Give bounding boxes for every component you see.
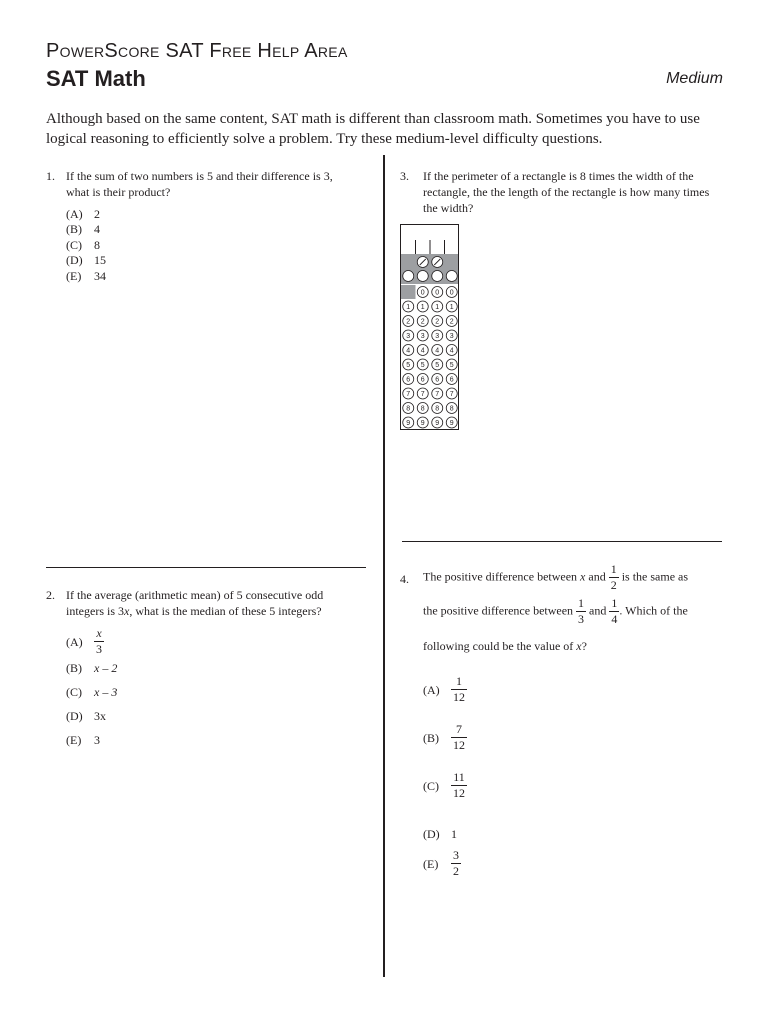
digit-label: 8 xyxy=(449,405,454,413)
digit-label: 3 xyxy=(435,333,440,341)
digit-label: 5 xyxy=(449,362,454,370)
question-number: 3. xyxy=(400,169,409,183)
stem-line: what is their product? xyxy=(66,185,171,199)
question-4 xyxy=(400,563,740,893)
question-2 xyxy=(46,587,376,757)
digit-label: 8 xyxy=(406,405,411,413)
digit-label: 4 xyxy=(435,347,440,355)
choice-d[interactable]: (D) 15 xyxy=(66,253,106,267)
stem-line: If the perimeter of a rectangle is 8 times the width of the xyxy=(423,169,694,183)
digit-label: 5 xyxy=(406,362,411,370)
digit-label: 6 xyxy=(449,376,454,384)
digit-label: 0 xyxy=(435,289,440,297)
decimal-bubble[interactable] xyxy=(417,271,428,282)
choice-c[interactable]: (C) x – 3 xyxy=(66,685,118,699)
digit-label: 9 xyxy=(420,420,425,428)
fraction: $\frac{1}{3}$ xyxy=(578,596,585,626)
stem-line: If the sum of two numbers is 5 and their difference is 3, xyxy=(66,169,333,183)
digit-label: 9 xyxy=(406,420,411,428)
question-number: 1. xyxy=(46,169,55,183)
digit-label: 6 xyxy=(420,376,425,384)
decimal-bubble[interactable] xyxy=(446,271,457,282)
stem-line: following could be the value of x? xyxy=(423,639,587,653)
stem-line: If the average (arithmetic mean) of 5 consecutive odd xyxy=(66,588,324,602)
page-title: SAT Math xyxy=(46,66,146,91)
question-stem xyxy=(66,587,323,619)
choice-e[interactable]: (E) 3 xyxy=(66,733,100,747)
decimal-bubble[interactable] xyxy=(403,271,414,282)
stem-line: integers is 3x, what is the median of these 5 integers? xyxy=(66,604,322,618)
fraction: $\frac{11}{12}$ xyxy=(453,770,465,800)
fraction: $\frac{1}{4}$ xyxy=(611,596,618,626)
choice-c[interactable]: (C) 8 xyxy=(66,238,100,252)
digit-label: 3 xyxy=(449,333,454,341)
question-3 xyxy=(400,168,730,218)
choice-a[interactable]: (A) $\frac{1}{12}$ xyxy=(423,674,465,704)
stem-line: the positive difference between $\frac{1}{3}$ and $\frac{1}{4}$ . Which of the xyxy=(423,596,688,626)
question-number: 2. xyxy=(46,588,55,602)
stem-line: The positive difference between x and $\frac{1}{2}$ is the same as xyxy=(423,562,689,592)
digit-label: 1 xyxy=(449,304,454,312)
fraction: $\frac{1}{12}$ xyxy=(453,674,465,704)
choice-b[interactable]: (B) $\frac{7}{12}$ xyxy=(423,722,465,752)
digit-label: 4 xyxy=(449,347,454,355)
digit-label: 7 xyxy=(449,391,454,399)
digit-label: 5 xyxy=(435,362,440,370)
choice-e[interactable]: (E) 34 xyxy=(66,269,106,283)
digit-label: 5 xyxy=(420,362,425,370)
zero-row-shade xyxy=(401,285,416,299)
digit-label: 6 xyxy=(406,376,411,384)
decimal-bubble[interactable] xyxy=(432,271,443,282)
digit-label: 4 xyxy=(420,347,425,355)
digit-label: 2 xyxy=(420,318,425,326)
column-divider xyxy=(383,155,385,977)
choice-b[interactable]: (B) x – 2 xyxy=(66,661,118,675)
digit-label: 2 xyxy=(449,318,454,326)
digit-label: 8 xyxy=(420,405,425,413)
choice-b[interactable]: (B) 4 xyxy=(66,222,100,236)
question-stem xyxy=(66,168,333,200)
digit-label: 7 xyxy=(420,391,425,399)
fraction: $\frac{3}{2}$ xyxy=(453,848,459,878)
difficulty-level: Medium xyxy=(666,70,723,87)
intro-paragraph: Although based on the same content, SAT math is different than classroom math. Sometimes you have to use logical reasoning to efficiently solve a problem. Try these medium-level difficulty questions. xyxy=(46,111,700,147)
digit-label: 0 xyxy=(449,289,454,297)
digit-label: 4 xyxy=(406,347,411,355)
digit-label: 7 xyxy=(406,391,411,399)
brand-header: PowerScore SAT Free Help Area xyxy=(46,40,348,62)
fraction: $\frac{1}{2}$ xyxy=(610,562,617,592)
digit-label: 1 xyxy=(406,304,411,312)
digit-label: 3 xyxy=(406,333,411,341)
digit-label: 1 xyxy=(435,304,440,312)
stem-line: the width? xyxy=(423,201,474,215)
digit-label: 9 xyxy=(449,420,454,428)
choice-a[interactable]: (A) 2 xyxy=(66,207,100,221)
digit-label: 9 xyxy=(435,420,440,428)
stem-line: rectangle, the the length of the rectangle is how many times xyxy=(423,185,710,199)
choice-d[interactable]: (D) 3x xyxy=(66,709,106,723)
digit-label: 6 xyxy=(435,376,440,384)
digit-label: 3 xyxy=(420,333,425,341)
answer-grid[interactable] xyxy=(400,224,460,432)
divider-left xyxy=(46,567,366,568)
digit-label: 1 xyxy=(420,304,425,312)
digit-label: 2 xyxy=(406,318,411,326)
question-number: 4. xyxy=(400,572,409,586)
question-1 xyxy=(46,168,376,288)
choice-d[interactable]: (D) 1 xyxy=(423,827,457,841)
divider-right xyxy=(402,541,722,542)
digit-label: 0 xyxy=(420,289,425,297)
choice-c[interactable]: (C) $\frac{11}{12}$ xyxy=(423,770,465,800)
choice-a[interactable]: (A) $\frac{x}{3}$ xyxy=(66,626,102,656)
question-stem xyxy=(423,168,709,216)
fraction: $\frac{x}{3}$ xyxy=(96,626,102,656)
digit-label: 8 xyxy=(435,405,440,413)
digit-label: 2 xyxy=(435,318,440,326)
fraction: $\frac{7}{12}$ xyxy=(453,722,465,752)
choice-e[interactable]: (E) $\frac{3}{2}$ xyxy=(423,848,459,878)
digit-label: 7 xyxy=(435,391,440,399)
